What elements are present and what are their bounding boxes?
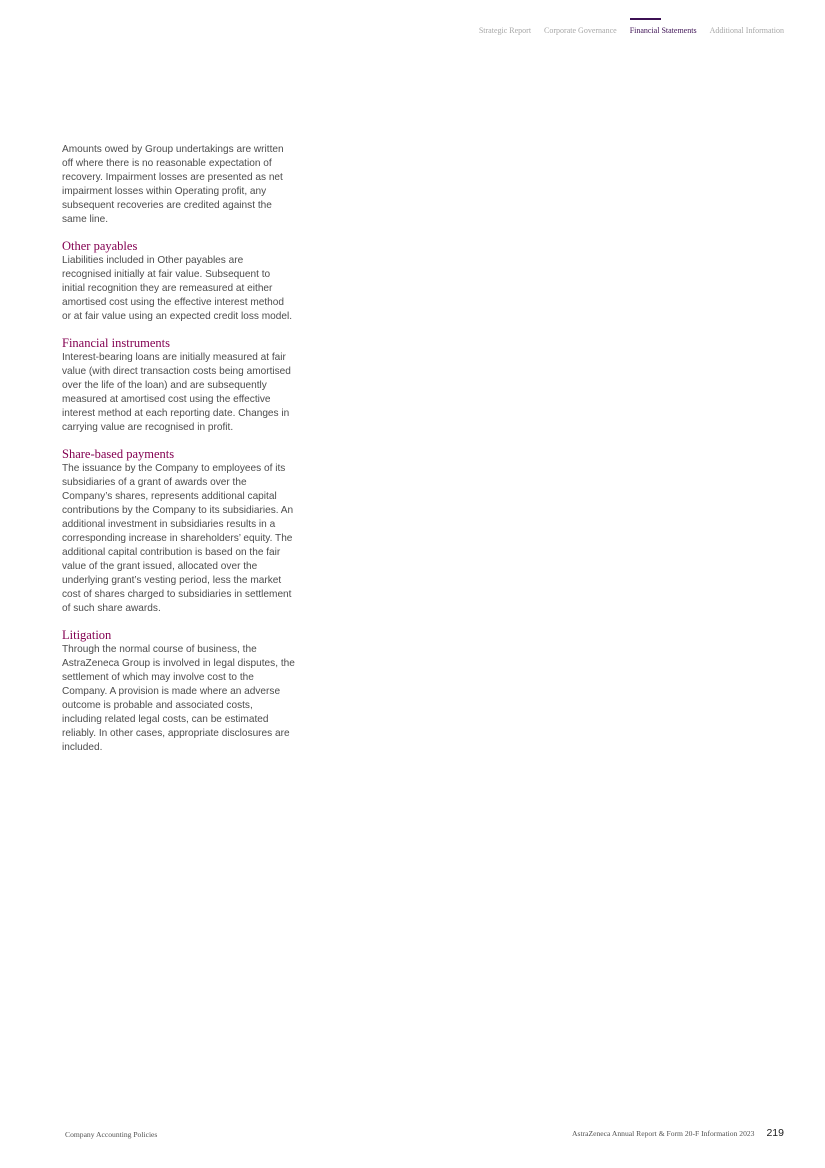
nav-additional-information[interactable]: Additional Information (709, 26, 784, 35)
section-heading: Litigation (62, 628, 112, 642)
footer-section-title: Company Accounting Policies (65, 1130, 158, 1139)
section-share-based-payments (62, 447, 295, 616)
page-number: 219 (766, 1127, 784, 1139)
nav-corporate-governance[interactable]: Corporate Governance (544, 26, 617, 35)
top-navigation (479, 26, 784, 35)
section-heading: Other payables (62, 239, 138, 253)
intro-block (62, 143, 295, 227)
nav-financial-statements[interactable]: Financial Statements (629, 26, 697, 35)
section-heading: Financial instruments (62, 336, 170, 350)
main-content-column (62, 143, 295, 767)
section-other-payables (62, 239, 295, 324)
section-litigation (62, 628, 295, 755)
section-body: Liabilities included in Other payables are recognised initially at fair value. Subsequent to initial recognition they are remeasured at either amortised cost using the effective interest method or at fair value using an expected credit loss model. (62, 255, 293, 322)
section-body: Through the normal course of business, the AstraZeneca Group is involved in legal disputes, the settlement of which may involve cost to the Company. A provision is made where an adverse outcome is probable and associated costs, including related legal costs, can be estimated reliably. In other cases, appropriate disclosures are included. (62, 644, 295, 753)
nav-strategic-report[interactable]: Strategic Report (478, 26, 532, 35)
section-financial-instruments (62, 336, 295, 435)
footer-report-info (572, 1127, 784, 1139)
section-body: Interest-bearing loans are initially measured at fair value (with direct transaction costs being amortised over the life of the loan) and are subsequently measured at amortised cost using the effective interest method at each reporting date. Changes in carrying value are recognised in profit. (62, 352, 291, 433)
footer-report-title: AstraZeneca Annual Report & Form 20-F Information 2023 (572, 1129, 755, 1138)
section-body: The issuance by the Company to employees of its subsidiaries of a grant of awards over the Company’s shares, represents additional capital contributions by the Company to its subsidiaries. An additional investment in subsidiaries results in a corresponding increase in shareholders’ equity. The additional capital contribution is based on the fair value of the grant issued, allocated over the underlying grant’s vesting period, less the market cost of shares charged to subsidiaries in settlement of such share awards. (62, 463, 294, 614)
intro-paragraph: Amounts owed by Group undertakings are written off where there is no reasonable expectation of recovery. Impairment losses are presented as net impairment losses within Operating profit, any subsequent recoveries are credited against the same line. (62, 144, 284, 225)
section-heading: Share-based payments (62, 447, 175, 461)
